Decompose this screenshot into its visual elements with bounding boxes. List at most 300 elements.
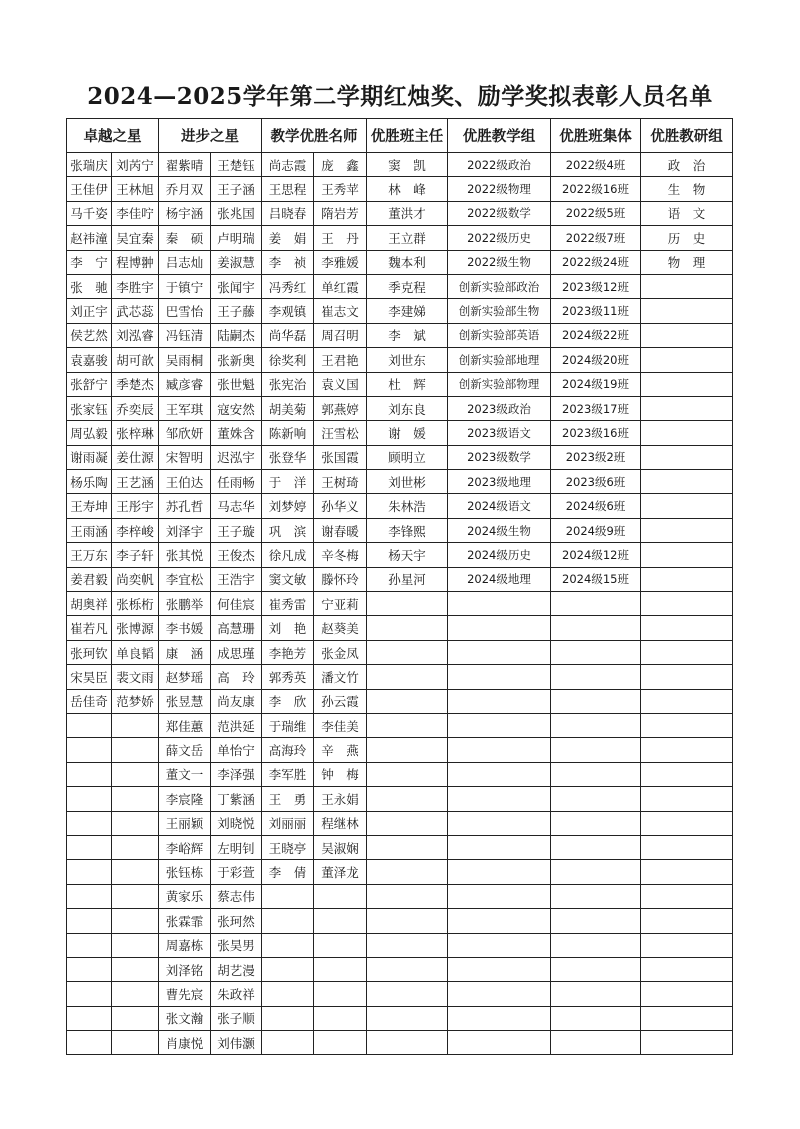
jinbu-star-name: 王子璇	[211, 518, 262, 542]
mingshi-name: 刘丽丽	[262, 811, 314, 835]
jiaoxuezu-name: 2022级历史	[448, 226, 551, 250]
jiaoyanzu-name	[641, 445, 733, 469]
banjiti-name: 2024级9班	[551, 518, 641, 542]
jiaoxuezu-name	[448, 982, 551, 1006]
jiaoyanzu-name	[641, 762, 733, 786]
mingshi-name: 隋岩芳	[314, 201, 367, 225]
table-row	[67, 909, 733, 933]
jiaoxuezu-name	[448, 738, 551, 762]
mingshi-name: 孙云霞	[314, 689, 367, 713]
banzhuren-name: 刘东良	[367, 396, 448, 420]
table-row	[67, 787, 733, 811]
header-banjiti: 优胜班集体	[551, 119, 641, 153]
mingshi-name: 张金凤	[314, 640, 367, 664]
zhuoyue-star-name: 王林旭	[112, 177, 159, 201]
header-banzhuren: 优胜班主任	[367, 119, 448, 153]
zhuoyue-star-name: 王万东	[67, 543, 112, 567]
jinbu-star-name: 卢明瑞	[211, 226, 262, 250]
jiaoxuezu-name: 2024级生物	[448, 518, 551, 542]
zhuoyue-star-name: 乔奕辰	[112, 396, 159, 420]
zhuoyue-star-name	[112, 787, 159, 811]
jiaoyanzu-name	[641, 518, 733, 542]
jinbu-star-name: 吕志灿	[159, 250, 211, 274]
banzhuren-name	[367, 811, 448, 835]
jinbu-star-name: 刘泽宇	[159, 518, 211, 542]
jiaoyanzu-name	[641, 421, 733, 445]
banjiti-name: 2024级15班	[551, 567, 641, 591]
banzhuren-name	[367, 933, 448, 957]
banjiti-name: 2022级24班	[551, 250, 641, 274]
jiaoyanzu-name	[641, 665, 733, 689]
zhuoyue-star-name: 崔若凡	[67, 616, 112, 640]
jinbu-star-name: 张兆国	[211, 201, 262, 225]
jinbu-star-name: 邹欣妍	[159, 421, 211, 445]
banzhuren-name	[367, 957, 448, 981]
zhuoyue-star-name: 张 驰	[67, 274, 112, 298]
mingshi-name: 单红霞	[314, 274, 367, 298]
jiaoyanzu-name	[641, 957, 733, 981]
jiaoxuezu-name: 2024级语文	[448, 494, 551, 518]
mingshi-name: 赵葵美	[314, 616, 367, 640]
mingshi-name: 李军胜	[262, 762, 314, 786]
jiaoxuezu-name: 2023级政治	[448, 396, 551, 420]
jinbu-star-name: 巴雪怡	[159, 299, 211, 323]
table-row	[67, 713, 733, 737]
jinbu-star-name: 李宜松	[159, 567, 211, 591]
table-row	[67, 396, 733, 420]
banzhuren-name: 季克程	[367, 274, 448, 298]
jinbu-star-name: 王子藤	[211, 299, 262, 323]
zhuoyue-star-name: 张梓琳	[112, 421, 159, 445]
jiaoxuezu-name	[448, 860, 551, 884]
jinbu-star-name: 张霖霏	[159, 909, 211, 933]
zhuoyue-star-name: 刘芮宁	[112, 153, 159, 177]
mingshi-name	[262, 1006, 314, 1030]
banjiti-name	[551, 835, 641, 859]
mingshi-name: 郭秀英	[262, 665, 314, 689]
mingshi-name: 尚志霞	[262, 153, 314, 177]
zhuoyue-star-name	[67, 1006, 112, 1030]
mingshi-name: 钟 梅	[314, 762, 367, 786]
banzhuren-name: 孙星河	[367, 567, 448, 591]
zhuoyue-star-name: 李 宁	[67, 250, 112, 274]
banzhuren-name: 王立群	[367, 226, 448, 250]
table-row	[67, 689, 733, 713]
jiaoyanzu-name	[641, 274, 733, 298]
zhuoyue-star-name	[112, 860, 159, 884]
zhuoyue-star-name	[67, 738, 112, 762]
jinbu-star-name: 康 涵	[159, 640, 211, 664]
zhuoyue-star-name: 刘泓睿	[112, 323, 159, 347]
banjiti-name: 2022级7班	[551, 226, 641, 250]
jiaoyanzu-name	[641, 348, 733, 372]
header-jinbu: 进步之星	[159, 119, 262, 153]
zhuoyue-star-name: 张博源	[112, 616, 159, 640]
jinbu-star-name: 寇安然	[211, 396, 262, 420]
mingshi-name: 于瑞维	[262, 713, 314, 737]
jinbu-star-name: 吴雨桐	[159, 348, 211, 372]
header-jiaoxuezu: 优胜教学组	[448, 119, 551, 153]
table-row	[67, 665, 733, 689]
jinbu-star-name: 李书媛	[159, 616, 211, 640]
jiaoyanzu-name	[641, 1006, 733, 1030]
zhuoyue-star-name: 袁嘉骏	[67, 348, 112, 372]
jinbu-star-name: 刘晓悦	[211, 811, 262, 835]
zhuoyue-star-name: 岳佳奇	[67, 689, 112, 713]
table-row	[67, 348, 733, 372]
jinbu-star-name: 李峪辉	[159, 835, 211, 859]
zhuoyue-star-name	[67, 884, 112, 908]
jiaoyanzu-name	[641, 787, 733, 811]
banjiti-name	[551, 640, 641, 664]
table-row	[67, 153, 733, 177]
jiaoyanzu-name	[641, 689, 733, 713]
jinbu-star-name: 杨宇涵	[159, 201, 211, 225]
jiaoxuezu-name: 2024级地理	[448, 567, 551, 591]
header-jiaoyanzu: 优胜教研组	[641, 119, 733, 153]
jiaoyanzu-name	[641, 494, 733, 518]
jinbu-star-name: 王伯达	[159, 470, 211, 494]
jinbu-star-name: 成思瑾	[211, 640, 262, 664]
banjiti-name: 2023级11班	[551, 299, 641, 323]
zhuoyue-star-name: 杨乐陶	[67, 470, 112, 494]
jinbu-star-name: 张其悦	[159, 543, 211, 567]
banzhuren-name: 杜 辉	[367, 372, 448, 396]
mingshi-name: 巩 滨	[262, 518, 314, 542]
jiaoxuezu-name	[448, 787, 551, 811]
mingshi-name: 辛冬梅	[314, 543, 367, 567]
jinbu-star-name: 冯钰清	[159, 323, 211, 347]
zhuoyue-star-name: 张舒宁	[67, 372, 112, 396]
jiaoxuezu-name	[448, 1031, 551, 1055]
jiaoyanzu-name: 历 史	[641, 226, 733, 250]
banzhuren-name	[367, 689, 448, 713]
zhuoyue-star-name	[112, 957, 159, 981]
jiaoxuezu-name: 2023级地理	[448, 470, 551, 494]
banjiti-name: 2024级6班	[551, 494, 641, 518]
banjiti-name: 2023级2班	[551, 445, 641, 469]
mingshi-name	[314, 1031, 367, 1055]
banzhuren-name: 杨天宇	[367, 543, 448, 567]
table-row	[67, 738, 733, 762]
mingshi-name: 姜 娟	[262, 226, 314, 250]
banjiti-name: 2022级5班	[551, 201, 641, 225]
zhuoyue-star-name: 张家钰	[67, 396, 112, 420]
jinbu-star-name: 董姝含	[211, 421, 262, 445]
jiaoyanzu-name	[641, 299, 733, 323]
jinbu-star-name: 肖康悦	[159, 1031, 211, 1055]
table-row	[67, 494, 733, 518]
mingshi-name: 李 倩	[262, 860, 314, 884]
banjiti-name: 2024级22班	[551, 323, 641, 347]
mingshi-name: 李艳芳	[262, 640, 314, 664]
jiaoyanzu-name	[641, 616, 733, 640]
mingshi-name	[314, 933, 367, 957]
zhuoyue-star-name: 范梦娇	[112, 689, 159, 713]
jinbu-star-name: 苏孔哲	[159, 494, 211, 518]
banzhuren-name: 窦 凯	[367, 153, 448, 177]
mingshi-name	[262, 1031, 314, 1055]
jinbu-star-name: 王军琪	[159, 396, 211, 420]
zhuoyue-star-name: 张珂钦	[67, 640, 112, 664]
zhuoyue-star-name: 王艺涵	[112, 470, 159, 494]
mingshi-name	[314, 884, 367, 908]
jinbu-star-name: 胡艺漫	[211, 957, 262, 981]
mingshi-name: 孙华义	[314, 494, 367, 518]
banjiti-name	[551, 1031, 641, 1055]
banjiti-name: 2022级4班	[551, 153, 641, 177]
mingshi-name: 周召明	[314, 323, 367, 347]
banjiti-name	[551, 762, 641, 786]
banzhuren-name	[367, 762, 448, 786]
table-row	[67, 323, 733, 347]
banjiti-name	[551, 738, 641, 762]
zhuoyue-star-name: 谢雨凝	[67, 445, 112, 469]
mingshi-name: 于 洋	[262, 470, 314, 494]
mingshi-name: 胡美菊	[262, 396, 314, 420]
jiaoxuezu-name	[448, 884, 551, 908]
mingshi-name: 尚华磊	[262, 323, 314, 347]
jiaoyanzu-name	[641, 860, 733, 884]
table-row	[67, 274, 733, 298]
banjiti-name	[551, 1006, 641, 1030]
banjiti-name	[551, 957, 641, 981]
jiaoyanzu-name	[641, 592, 733, 616]
banzhuren-name	[367, 665, 448, 689]
jinbu-star-name: 张闻宇	[211, 274, 262, 298]
jinbu-star-name: 王俊杰	[211, 543, 262, 567]
jinbu-star-name: 张世魁	[211, 372, 262, 396]
jiaoyanzu-name	[641, 933, 733, 957]
banzhuren-name: 李 斌	[367, 323, 448, 347]
jinbu-star-name: 董文一	[159, 762, 211, 786]
mingshi-name: 崔秀雷	[262, 592, 314, 616]
mingshi-name: 吴淑娴	[314, 835, 367, 859]
zhuoyue-star-name	[112, 1006, 159, 1030]
mingshi-name: 张宪治	[262, 372, 314, 396]
mingshi-name: 徐奖利	[262, 348, 314, 372]
jiaoyanzu-name	[641, 1031, 733, 1055]
jiaoxuezu-name	[448, 689, 551, 713]
zhuoyue-star-name: 武芯蕊	[112, 299, 159, 323]
banjiti-name: 2024级20班	[551, 348, 641, 372]
mingshi-name: 李佳美	[314, 713, 367, 737]
jinbu-star-name: 丁紫涵	[211, 787, 262, 811]
jiaoyanzu-name	[641, 713, 733, 737]
banzhuren-name	[367, 592, 448, 616]
mingshi-name: 汪雪松	[314, 421, 367, 445]
zhuoyue-star-name: 裴文雨	[112, 665, 159, 689]
mingshi-name: 庞 鑫	[314, 153, 367, 177]
honor-list-table	[66, 118, 733, 1055]
zhuoyue-star-name	[67, 835, 112, 859]
zhuoyue-star-name: 姜仕源	[112, 445, 159, 469]
banzhuren-name	[367, 884, 448, 908]
mingshi-name: 王思程	[262, 177, 314, 201]
zhuoyue-star-name	[67, 860, 112, 884]
jinbu-star-name: 王丽颖	[159, 811, 211, 835]
table-row	[67, 445, 733, 469]
table-row	[67, 957, 733, 981]
banjiti-name: 2023级17班	[551, 396, 641, 420]
jiaoxuezu-name: 创新实验部生物	[448, 299, 551, 323]
mingshi-name: 谢春暖	[314, 518, 367, 542]
table-row	[67, 933, 733, 957]
jinbu-star-name: 薛文岳	[159, 738, 211, 762]
jinbu-star-name: 任雨畅	[211, 470, 262, 494]
mingshi-name: 滕怀玲	[314, 567, 367, 591]
mingshi-name: 程继林	[314, 811, 367, 835]
mingshi-name: 王永娟	[314, 787, 367, 811]
zhuoyue-star-name	[67, 1031, 112, 1055]
table-row	[67, 616, 733, 640]
jinbu-star-name: 王浩宇	[211, 567, 262, 591]
mingshi-name: 李 祯	[262, 250, 314, 274]
banzhuren-name	[367, 1031, 448, 1055]
jiaoxuezu-name	[448, 665, 551, 689]
jinbu-star-name: 张昱慧	[159, 689, 211, 713]
jiaoyanzu-name	[641, 884, 733, 908]
banzhuren-name	[367, 640, 448, 664]
table-row	[67, 543, 733, 567]
jinbu-star-name: 宋智明	[159, 445, 211, 469]
jiaoxuezu-name	[448, 762, 551, 786]
banjiti-name	[551, 933, 641, 957]
table-row	[67, 372, 733, 396]
zhuoyue-star-name	[67, 982, 112, 1006]
jiaoxuezu-name	[448, 1006, 551, 1030]
jinbu-star-name: 赵梦瑶	[159, 665, 211, 689]
mingshi-name: 吕晓春	[262, 201, 314, 225]
jiaoxuezu-name: 2023级数学	[448, 445, 551, 469]
banjiti-name: 2023级12班	[551, 274, 641, 298]
zhuoyue-star-name	[112, 884, 159, 908]
page-title: 2024—2025学年第二学期红烛奖、励学奖拟表彰人员名单	[87, 83, 713, 110]
table-row	[67, 982, 733, 1006]
jiaoxuezu-name: 2022级政治	[448, 153, 551, 177]
zhuoyue-star-name: 张瑞庆	[67, 153, 112, 177]
mingshi-name: 宁亚莉	[314, 592, 367, 616]
mingshi-name	[262, 957, 314, 981]
jinbu-star-name: 何佳宸	[211, 592, 262, 616]
banzhuren-name	[367, 1006, 448, 1030]
jinbu-star-name: 臧彦睿	[159, 372, 211, 396]
jiaoyanzu-name: 生 物	[641, 177, 733, 201]
table-row	[67, 640, 733, 664]
mingshi-name	[262, 982, 314, 1006]
jinbu-star-name: 曹先宸	[159, 982, 211, 1006]
zhuoyue-star-name: 李子轩	[112, 543, 159, 567]
zhuoyue-star-name: 马千姿	[67, 201, 112, 225]
banzhuren-name	[367, 909, 448, 933]
table-row	[67, 177, 733, 201]
jinbu-star-name: 张文瀚	[159, 1006, 211, 1030]
banzhuren-name	[367, 835, 448, 859]
zhuoyue-star-name: 王寿坤	[67, 494, 112, 518]
zhuoyue-star-name	[67, 957, 112, 981]
jinbu-star-name: 张鹏举	[159, 592, 211, 616]
jiaoxuezu-name	[448, 811, 551, 835]
jiaoyanzu-name	[641, 738, 733, 762]
jiaoxuezu-name	[448, 957, 551, 981]
banjiti-name	[551, 689, 641, 713]
table-row	[67, 1006, 733, 1030]
zhuoyue-star-name: 李佳咛	[112, 201, 159, 225]
mingshi-name	[314, 1006, 367, 1030]
jinbu-star-name: 范洪延	[211, 713, 262, 737]
table-row	[67, 470, 733, 494]
table-row	[67, 835, 733, 859]
zhuoyue-star-name: 王佳伊	[67, 177, 112, 201]
jinbu-star-name: 高慧珊	[211, 616, 262, 640]
jiaoyanzu-name	[641, 811, 733, 835]
zhuoyue-star-name: 王雨涵	[67, 518, 112, 542]
jiaoxuezu-name	[448, 592, 551, 616]
table-row	[67, 518, 733, 542]
jinbu-star-name: 迟泓宇	[211, 445, 262, 469]
table-row	[67, 1031, 733, 1055]
table-row	[67, 226, 733, 250]
zhuoyue-star-name	[112, 713, 159, 737]
jiaoxuezu-name: 2022级生物	[448, 250, 551, 274]
table-row	[67, 250, 733, 274]
jiaoxuezu-name: 2023级语文	[448, 421, 551, 445]
jiaoxuezu-name: 创新实验部政治	[448, 274, 551, 298]
table-row	[67, 762, 733, 786]
mingshi-name: 王晓亭	[262, 835, 314, 859]
zhuoyue-star-name	[112, 762, 159, 786]
header-mingshi: 教学优胜名师	[262, 119, 367, 153]
jinbu-star-name: 马志华	[211, 494, 262, 518]
zhuoyue-star-name: 尚奕帆	[112, 567, 159, 591]
jiaoyanzu-name	[641, 396, 733, 420]
jinbu-star-name: 秦 硕	[159, 226, 211, 250]
jinbu-star-name: 刘泽铭	[159, 957, 211, 981]
jiaoxuezu-name: 创新实验部英语	[448, 323, 551, 347]
mingshi-name: 刘 艳	[262, 616, 314, 640]
jinbu-star-name: 姜淑慧	[211, 250, 262, 274]
jiaoyanzu-name	[641, 835, 733, 859]
banzhuren-name: 刘世东	[367, 348, 448, 372]
jinbu-star-name: 左明钊	[211, 835, 262, 859]
zhuoyue-star-name: 宋昊臣	[67, 665, 112, 689]
banjiti-name	[551, 982, 641, 1006]
banzhuren-name: 魏本利	[367, 250, 448, 274]
jinbu-star-name: 翟紫晴	[159, 153, 211, 177]
banjiti-name	[551, 713, 641, 737]
banjiti-name	[551, 592, 641, 616]
jinbu-star-name: 蔡志伟	[211, 884, 262, 908]
jiaoyanzu-name	[641, 640, 733, 664]
mingshi-name: 徐凡成	[262, 543, 314, 567]
jinbu-star-name: 陆嗣杰	[211, 323, 262, 347]
zhuoyue-star-name: 李梓峻	[112, 518, 159, 542]
jinbu-star-name: 王子涵	[211, 177, 262, 201]
jiaoxuezu-name	[448, 616, 551, 640]
banzhuren-name: 董洪才	[367, 201, 448, 225]
banzhuren-name: 顾明立	[367, 445, 448, 469]
jinbu-star-name: 朱政祥	[211, 982, 262, 1006]
jiaoyanzu-name	[641, 567, 733, 591]
mingshi-name	[314, 909, 367, 933]
zhuoyue-star-name: 李胜宇	[112, 274, 159, 298]
jiaoyanzu-name	[641, 470, 733, 494]
mingshi-name: 陈新响	[262, 421, 314, 445]
zhuoyue-star-name	[112, 909, 159, 933]
table-row	[67, 884, 733, 908]
zhuoyue-star-name: 姜君毅	[67, 567, 112, 591]
jiaoxuezu-name: 创新实验部地理	[448, 348, 551, 372]
